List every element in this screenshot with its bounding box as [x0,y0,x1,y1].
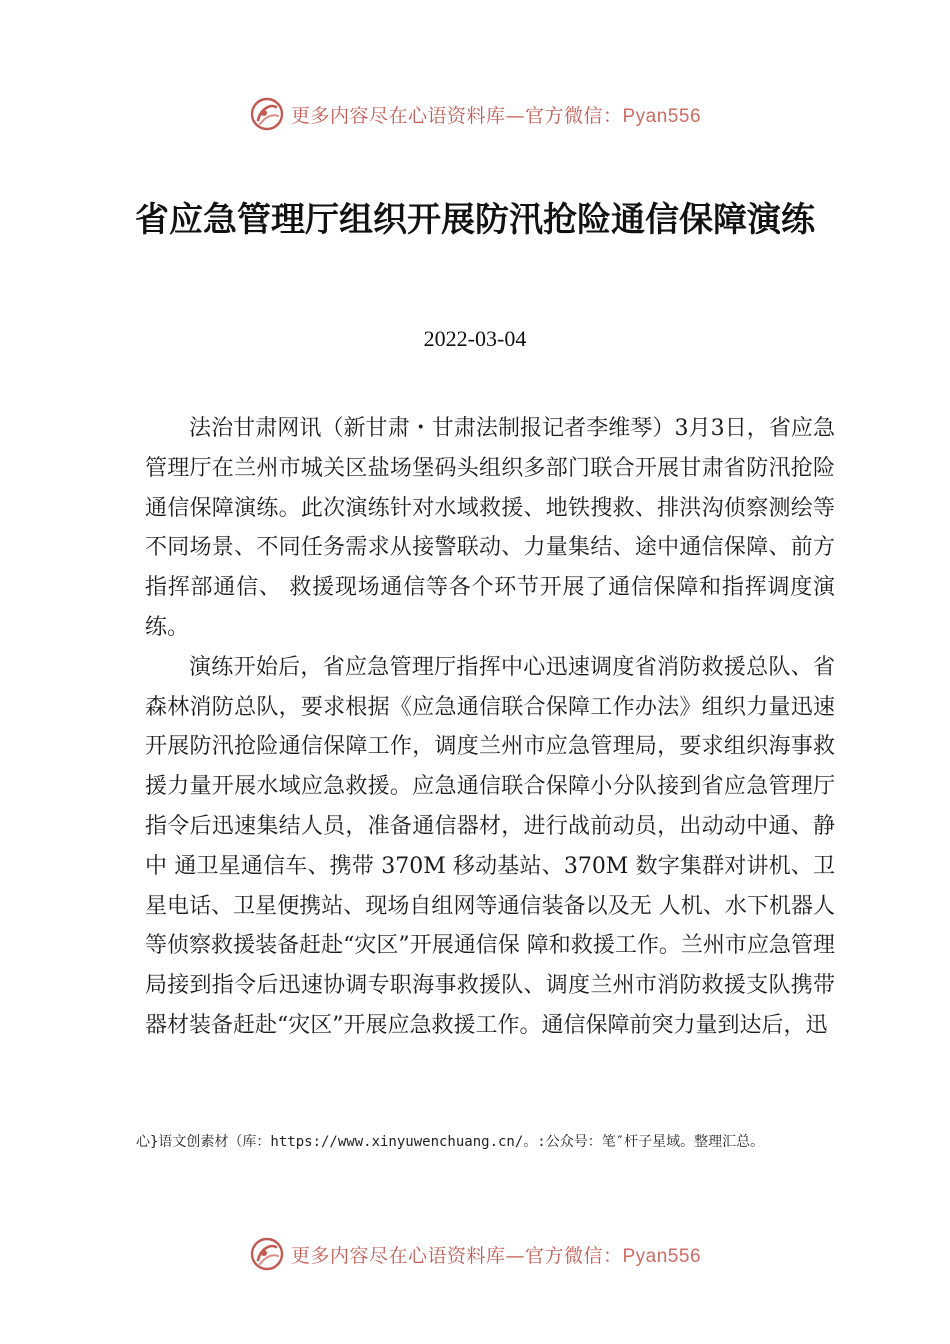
paragraph: 演练开始后，省应急管理厅指挥中心迅速调度省消防救援总队、省森林消防总队，要求根据《应急通信联合保障工作办法》组织力量迅速开展防汛抢险通信保障工作，调度兰州市应急管理局，要求组织海事救援力量开展水域应急救援。应急通信联合保障小分队接到省应急管理厅指令后迅速集结人员，准备通信器材，进行战前动员，出动动中通、静中 通卫星通信车、携带 370M 移动基站、370M 数字集群对讲机、卫星电话、卫星便携站、现场自组网等通信装备以及无 人机、水下机器人等侦察救援装备赶赴“灾区”开展通信保 障和救援工作。兰州市应急管理局接到指令后迅速协调专职海事救援队、调度兰州市消防救援支队携带器材装备赶赴“灾区”开展应急救援工作。通信保障前突力量到达后，迅 [145,654,835,1038]
article-body [145,409,835,1046]
header-banner [0,94,950,134]
source-footnote: 心}语文创素材（库：https://www.xinyuwenchuang.cn/。:公众号：笔″杆子星域。整理汇总。 [136,1134,765,1150]
paragraph: 法治甘肃网讯（新甘肃・甘肃法制报记者李维琴）3月3日，省应急管理厅在兰州市城关区盐场堡码头组织多部门联合开展甘肃省防汛抢险通信保障演练。此次演练针对水域救援、地铁搜救、排洪沟侦察测绘等不同场景、不同任务需求从接警联动、力量集结、途中通信保障、前方指挥部通信、 救援现场通信等各个环节开展了通信保障和指挥调度演练。 [145,416,835,640]
wechat-id: Pyan556 [622,105,702,127]
footer-banner [0,1234,950,1274]
swirl-logo-icon [249,1236,285,1272]
swirl-logo-icon [249,96,285,132]
wechat-id: Pyan556 [622,1245,702,1267]
banner-text: 更多内容尽在心语资料库—官方微信：Pyan556 [290,104,702,127]
article-title: 省应急管理厅组织开展防汛抢险通信保障演练 [135,200,815,240]
article-date: 2022-03-04 [423,326,527,351]
banner-text: 更多内容尽在心语资料库—官方微信：Pyan556 [290,1244,702,1267]
